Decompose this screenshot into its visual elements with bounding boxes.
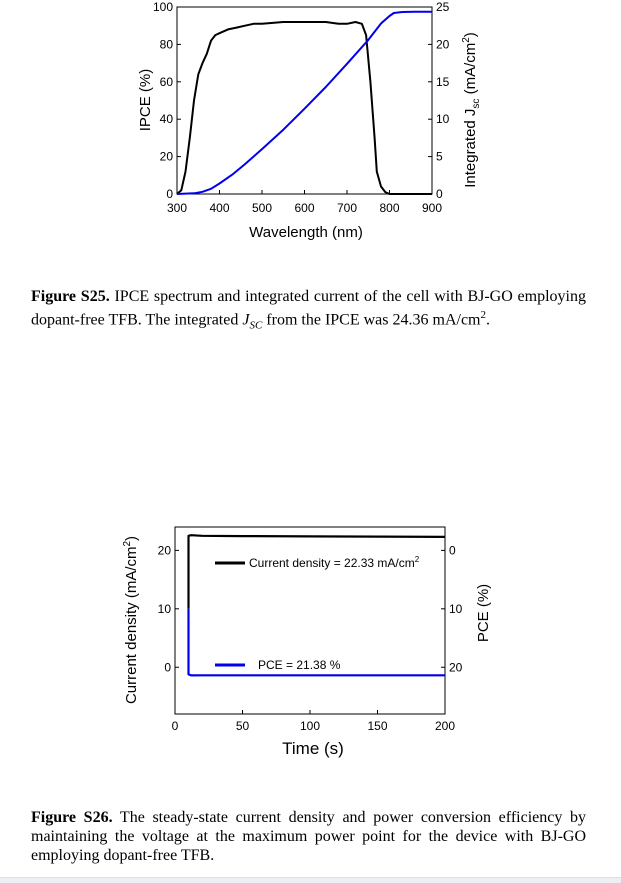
ipce-right-tick-label: 15 bbox=[436, 74, 450, 89]
steady-state-x-axis-label: Time (s) bbox=[282, 739, 344, 758]
legend-label-pce: PCE = 21.38 % bbox=[258, 658, 341, 672]
caption-s25-text-1: IPCE spectrum and integrated current of the cell with BJ-GO employing dopant-free TFB. The integrated bbox=[31, 288, 586, 329]
ipce-x-tick-label: 600 bbox=[294, 201, 315, 215]
ipce-x-tick-label: 400 bbox=[209, 201, 230, 215]
ipce-left-tick-label: 80 bbox=[159, 37, 173, 52]
caption-s25-text-2: from the IPCE was 24.36 mA/cm bbox=[262, 311, 481, 329]
page-bottom-strip bbox=[0, 877, 621, 883]
steady-state-right-tick-label: 20 bbox=[449, 660, 463, 675]
caption-s25-jsc: J bbox=[242, 311, 250, 329]
steady-state-right-tick-label: 0 bbox=[449, 543, 456, 558]
ipce-right-tick-label: 0 bbox=[436, 187, 443, 201]
steady-state-left-tick-label: 0 bbox=[164, 660, 171, 675]
right-axis-label-close: ) bbox=[462, 32, 479, 38]
steady-state-x-tick-label: 50 bbox=[235, 719, 250, 733]
ipce-x-tick-label: 900 bbox=[421, 201, 443, 215]
ipce-left-tick-label: 0 bbox=[166, 187, 173, 201]
ipce-right-tick-label: 20 bbox=[436, 37, 450, 52]
ipce-x-tick-label: 300 bbox=[166, 201, 188, 215]
ipce-right-tick-label: 10 bbox=[436, 112, 450, 127]
caption-s26-text: The steady-state current density and power conversion efficiency by maintaining the voltage at the maximum power point for the device with BJ-GO employing dopant-free TFB. bbox=[31, 809, 586, 864]
left-axis-label-main: Current density (mA/cm bbox=[123, 546, 140, 705]
ipce-right-tick-label: 25 bbox=[436, 0, 450, 14]
right-axis-label-unit: (mA/cm bbox=[462, 42, 479, 99]
steady-state-chart bbox=[122, 527, 492, 758]
right-axis-label-sup: 2 bbox=[461, 37, 472, 43]
ipce-x-axis-label: Wavelength (nm) bbox=[249, 224, 363, 241]
steady-state-right-tick-label: 10 bbox=[449, 601, 463, 616]
right-axis-label-sub: sc bbox=[471, 98, 482, 109]
caption-s25-jsc-sub: SC bbox=[249, 319, 263, 332]
steady-state-left-tick-label: 10 bbox=[157, 601, 171, 616]
ipce-right-axis-label bbox=[461, 32, 482, 188]
steady-state-left-tick-label: 20 bbox=[157, 543, 171, 558]
figure-s26-label: Figure S26. bbox=[31, 809, 113, 826]
ipce-x-tick-label: 500 bbox=[251, 201, 273, 215]
steady-state-x-tick-label: 200 bbox=[434, 719, 456, 733]
ipce-left-tick-label: 60 bbox=[159, 74, 173, 89]
ipce-left-axis-label: IPCE (%) bbox=[137, 68, 154, 132]
legend-label-current-density bbox=[249, 555, 420, 570]
steady-state-left-axis-label bbox=[122, 536, 140, 704]
ipce-left-tick-label: 40 bbox=[159, 112, 173, 127]
figure-s25-label: Figure S25. bbox=[31, 288, 110, 305]
left-axis-label-close: ) bbox=[123, 535, 140, 541]
caption-s25-end: . bbox=[486, 311, 490, 329]
left-axis-label-sup: 2 bbox=[122, 540, 133, 547]
steady-state-x-tick-label: 0 bbox=[171, 719, 179, 733]
caption-s25-sup: 2 bbox=[480, 309, 486, 321]
right-axis-label-main: Integrated J bbox=[462, 108, 479, 188]
current-density-series-line bbox=[189, 535, 446, 609]
steady-state-right-axis-label: PCE (%) bbox=[475, 583, 492, 643]
legend-current-main: Current density = 22.33 mA/cm bbox=[249, 556, 415, 570]
figure-s25-caption bbox=[31, 287, 586, 336]
ipce-chart bbox=[137, 0, 482, 241]
steady-state-x-tick-label: 100 bbox=[299, 719, 321, 733]
integrated-jsc-series-line bbox=[177, 12, 432, 194]
ipce-x-tick-label: 700 bbox=[336, 201, 358, 215]
legend-current-sup: 2 bbox=[414, 555, 420, 564]
ipce-left-tick-label: 100 bbox=[152, 0, 173, 14]
figure-s26-caption bbox=[31, 808, 586, 865]
ipce-x-tick-label: 800 bbox=[379, 201, 400, 215]
ipce-left-tick-label: 20 bbox=[159, 149, 173, 164]
ipce-right-tick-label: 5 bbox=[436, 149, 443, 164]
steady-state-x-tick-label: 150 bbox=[367, 719, 388, 733]
